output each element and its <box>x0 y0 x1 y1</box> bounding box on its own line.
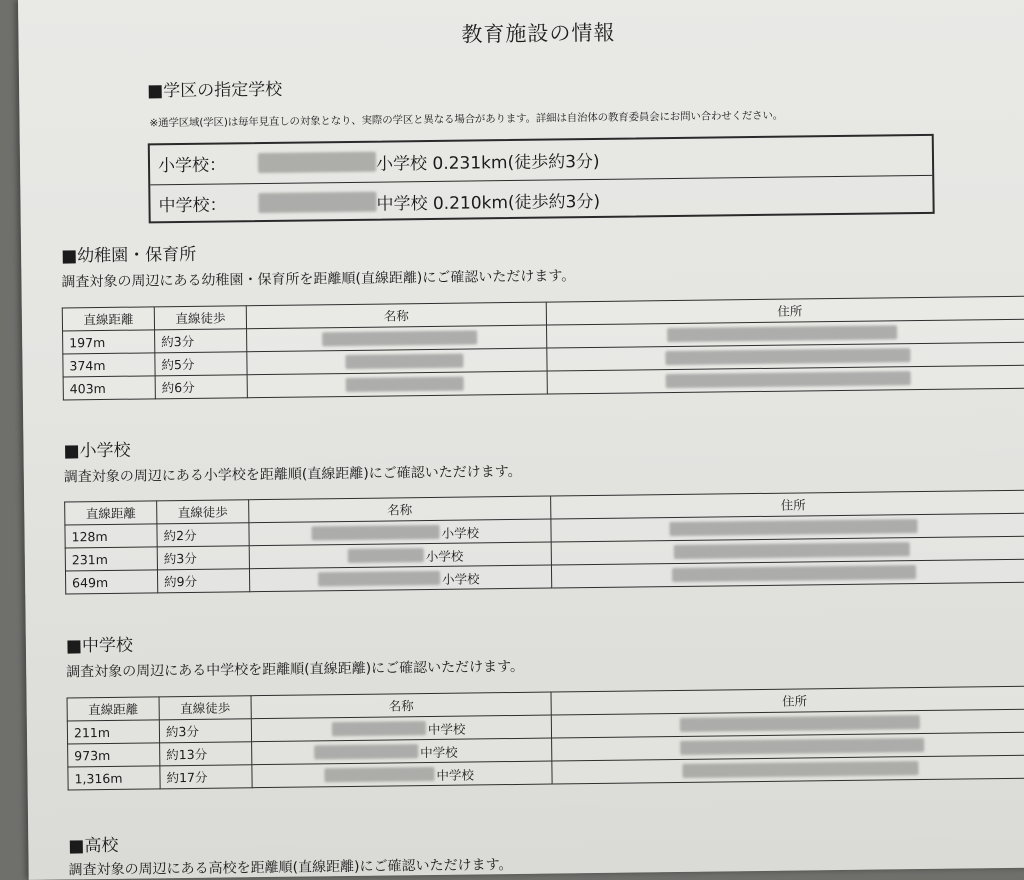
name-cell <box>249 565 551 592</box>
high-school-subtitle: 調査対象の周辺にある高校を距離順(直線距離)にご確認いただけます。 <box>68 857 513 879</box>
designated-elementary-label: 小学校： <box>157 155 227 177</box>
distance-cell: 649m <box>65 570 157 594</box>
redacted-name <box>345 354 463 369</box>
redacted-address <box>666 371 911 388</box>
header-address: 住所 <box>551 490 1024 519</box>
header-walk: 直線徒歩 <box>159 696 251 720</box>
school-name-suffix: 中学校 <box>427 721 466 738</box>
redacted-name <box>332 721 426 736</box>
distance-cell: 128m <box>65 524 157 548</box>
school-name-suffix: 小学校 <box>425 548 464 565</box>
page-title: 教育施設の情報 <box>461 20 616 47</box>
designated-junior-high-row <box>150 175 932 224</box>
header-name: 名称 <box>251 692 551 719</box>
redacted-name <box>322 330 477 346</box>
redacted-address <box>680 738 924 755</box>
header-name: 名称 <box>249 496 551 523</box>
redacted-name <box>318 571 440 586</box>
school-name-suffix: 中学校 <box>420 744 458 761</box>
junior-high-table <box>67 686 1024 791</box>
redacted-name <box>324 767 434 782</box>
address-cell <box>547 365 1024 394</box>
name-cell <box>247 371 547 398</box>
distance-cell: 403m <box>63 376 155 400</box>
address-cell <box>552 755 1024 784</box>
redacted-address <box>665 348 910 365</box>
elementary-heading: ■小学校 <box>63 440 131 462</box>
address-cell <box>551 559 1024 588</box>
walk-cell: 約6分 <box>155 375 247 399</box>
distance-cell: 231m <box>65 547 157 571</box>
redacted-address <box>672 565 916 582</box>
header-distance: 直線距離 <box>65 501 157 525</box>
distance-cell: 374m <box>63 353 155 377</box>
walk-cell: 約9分 <box>157 569 249 593</box>
district-heading: ■学区の指定学校 <box>147 79 283 102</box>
elementary-subtitle: 調査対象の周辺にある小学校を距離順(直線距離)にご確認いただけます。 <box>63 463 522 486</box>
name-cell <box>252 761 552 788</box>
header-address: 住所 <box>551 686 1024 715</box>
school-name-suffix: 小学校 <box>441 525 480 541</box>
redacted-address <box>667 325 897 342</box>
kindergarten-subtitle: 調査対象の周辺にある幼稚園・保育所を距離順(直線距離)にご確認いただけます。 <box>61 268 576 291</box>
header-walk: 直線徒歩 <box>157 500 249 524</box>
walk-cell: 約17分 <box>160 765 252 789</box>
designated-school-box <box>148 134 935 224</box>
walk-cell: 約2分 <box>157 523 249 547</box>
distance-cell: 1,316m <box>68 766 160 790</box>
school-name-suffix: 中学校 <box>436 767 475 783</box>
walk-cell: 約3分 <box>155 329 247 353</box>
junior-high-subtitle: 調査対象の周辺にある中学校を距離順(直線距離)にご確認いただけます。 <box>66 658 525 681</box>
header-distance: 直線距離 <box>67 697 159 721</box>
header-name: 名称 <box>246 302 546 329</box>
header-address: 住所 <box>546 296 1024 325</box>
redacted-name <box>311 525 439 541</box>
redacted-address <box>669 519 917 536</box>
distance-cell: 197m <box>63 330 155 354</box>
header-distance: 直線距離 <box>62 307 154 331</box>
kindergarten-table <box>62 296 1024 401</box>
kindergarten-heading: ■幼稚園・保育所 <box>61 244 197 267</box>
redacted-name <box>346 377 464 392</box>
redacted-name <box>258 192 376 213</box>
designated-junior-high-value: 中学校 0.210km(徒歩約3分) <box>376 191 601 215</box>
walk-cell: 約5分 <box>155 352 247 376</box>
document-page <box>18 0 1024 880</box>
walk-cell: 約13分 <box>160 742 252 766</box>
junior-high-heading: ■中学校 <box>65 635 134 657</box>
school-name-suffix: 小学校 <box>442 571 480 587</box>
distance-cell: 973m <box>68 743 160 767</box>
redacted-name <box>314 744 418 759</box>
distance-cell: 211m <box>67 720 159 744</box>
elementary-table <box>64 490 1024 595</box>
header-walk: 直線徒歩 <box>154 306 246 330</box>
designated-elementary-value: 小学校 0.231km(徒歩約3分) <box>375 151 600 175</box>
district-note: ※通学区域(学区)は毎年見直しの対象となり、実際の学区と異なる場合があります。詳細は自治体の教育委員会にお問い合わせください。 <box>149 109 784 130</box>
redacted-name <box>348 548 424 563</box>
designated-junior-high-label: 中学校： <box>158 195 227 217</box>
high-school-heading: ■高校 <box>68 835 119 857</box>
walk-cell: 約3分 <box>157 546 249 570</box>
redacted-address <box>674 542 910 559</box>
redacted-name <box>258 152 376 173</box>
redacted-address <box>680 715 920 732</box>
redacted-address <box>682 761 918 778</box>
walk-cell: 約3分 <box>159 719 251 743</box>
